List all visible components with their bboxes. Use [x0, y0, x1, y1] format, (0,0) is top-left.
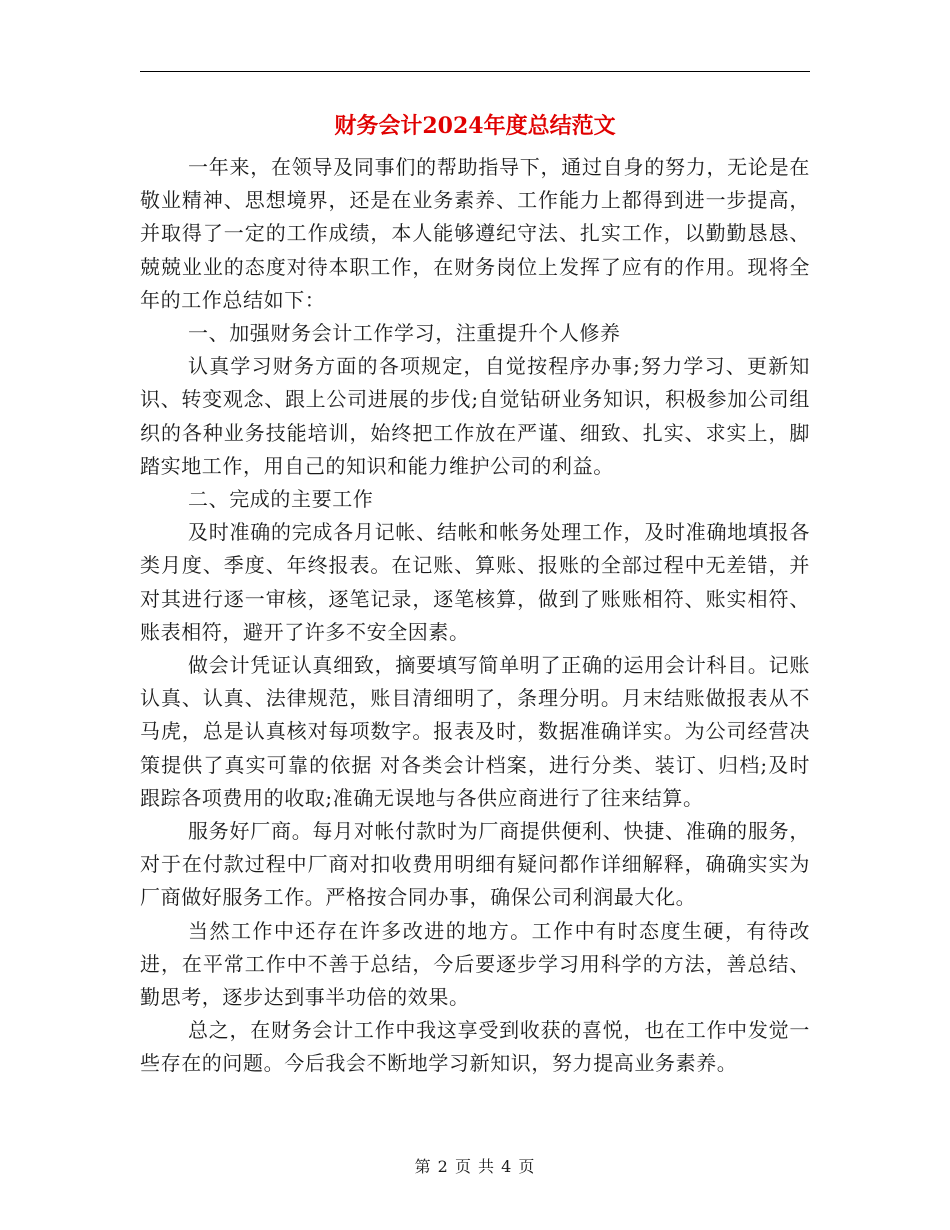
paragraph-study: 认真学习财务方面的各项规定，自觉按程序办事;努力学习、更新知识、转变观念、跟上公司进展的步伐;自觉钻研业务知识，积极参加公司组织的各种业务技能培训，始终把工作放在严谨、细致、扎实、求实上，脚踏实地工作，用自己的知识和能力维护公司的利益。	[140, 354, 810, 478]
paragraph-conclusion: 总之，在财务会计工作中我这享受到收获的喜悦，也在工作中发觉一些存在的问题。今后我会不断地学习新知识，努力提高业务素养。	[140, 1018, 810, 1076]
section-heading-2: 二、完成的主要工作	[188, 487, 374, 512]
page-footer: 第 2 页 共 4 页	[414, 1157, 536, 1176]
paragraph-vouchers: 做会计凭证认真细致，摘要填写简单明了正确的运用会计科目。记账认真、认真、法律规范，账目清细明了，条理分明。月末结账做报表从不马虎，总是认真核对每项数字。报表及时，数据准确详实。为公司经营决策提供了真实可靠的依据 对各类会计档案，进行分类、装订、归档;及时跟踪各项费用的收取;准确无误地与各供应商进行了往来结算。	[140, 653, 810, 810]
paragraph-vendor-service: 服务好厂商。每月对帐付款时为厂商提供便利、快捷、准确的服务，对于在付款过程中厂商对扣收费用明细有疑问都作详细解释，确确实实为厂商做好服务工作。严格按合同办事，确保公司利润最大化。	[140, 819, 810, 910]
document-title: 财务会计2024年度总结范文	[334, 113, 616, 139]
paragraph-bookkeeping: 及时准确的完成各月记帐、结帐和帐务处理工作，及时准确地填报各类月度、季度、年终报表。在记账、算账、报账的全部过程中无差错，并对其进行逐一审核，逐笔记录，逐笔核算，做到了账账相符、账实相符、账表相符，避开了许多不安全因素。	[140, 520, 810, 644]
section-heading-1: 一、加强财务会计工作学习，注重提升个人修养	[188, 321, 621, 346]
document-body	[140, 151, 810, 1081]
paragraph-intro: 一年来，在领导及同事们的帮助指导下，通过自身的努力，无论是在敬业精神、思想境界，还是在业务素养、工作能力上都得到进一步提高，并取得了一定的工作成绩，本人能够遵纪守法、扎实工作，以勤勤恳恳、兢兢业业的态度对待本职工作，在财务岗位上发挥了应有的作用。现将全年的工作总结如下：	[140, 155, 810, 312]
paragraph-improvements: 当然工作中还存在许多改进的地方。工作中有时态度生硬，有待改进，在平常工作中不善于总结，今后要逐步学习用科学的方法，善总结、勤思考，逐步达到事半功倍的效果。	[140, 918, 810, 1010]
header-rule	[140, 71, 810, 72]
